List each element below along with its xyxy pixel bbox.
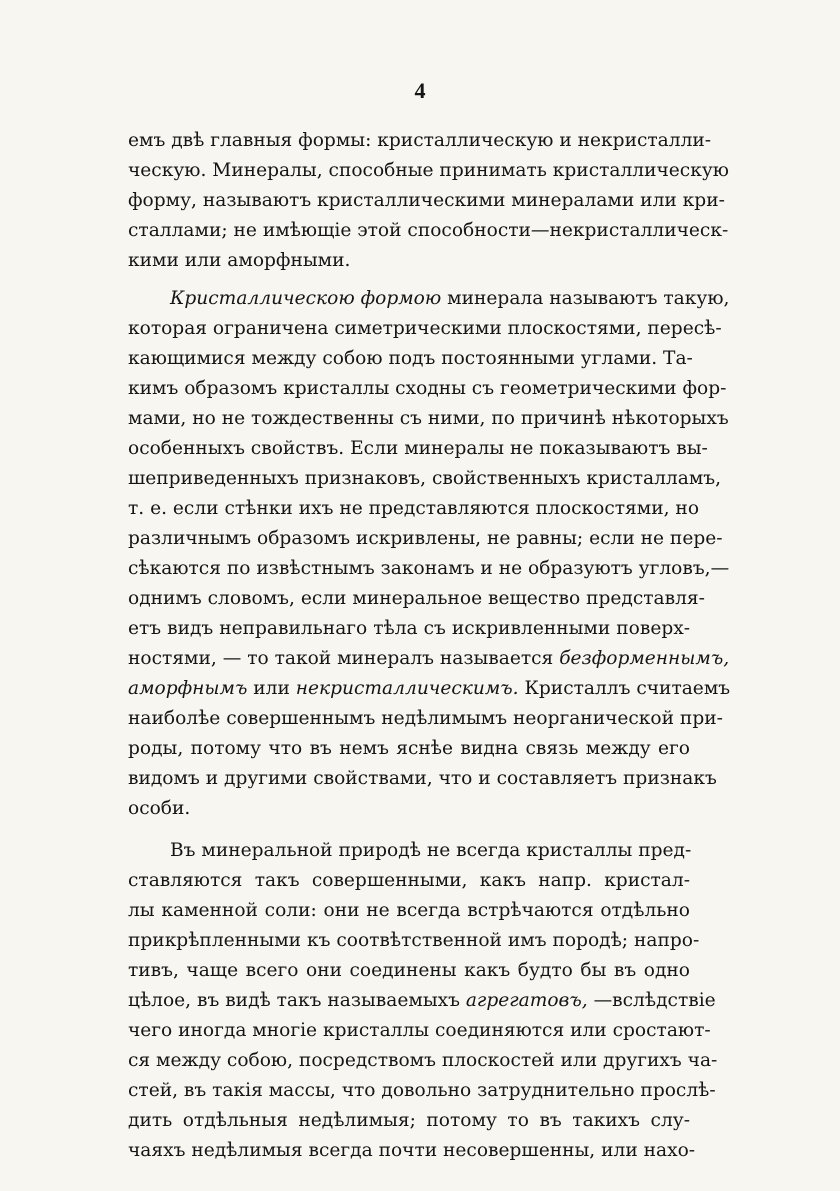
text-line: кимъ образомъ кристаллы сходны съ геометрическими фор-: [128, 378, 727, 399]
text-line: т. е. если стѣнки ихъ не представляются плоскостями, но: [128, 498, 700, 519]
text-line: [128, 284, 730, 314]
page-number: 4: [414, 78, 426, 103]
paragraph-2: [128, 284, 731, 824]
text-line: [128, 986, 716, 1016]
italic-term: Кристаллическою формою: [170, 288, 442, 309]
text-line: однимъ словомъ, если минеральное вещество представля-: [128, 588, 705, 609]
text-line: Въ минеральной природѣ не всегда кристаллы пред-: [170, 840, 692, 861]
text-line: которая ограничена симетрическими плоскостями, пересѣ-: [128, 318, 722, 339]
text-line: тивъ, чаще всего они соединены какъ будто бы въ одно: [128, 960, 690, 981]
text-line: сѣкаются по извѣстнымъ законамъ и не образуютъ угловъ,—: [128, 558, 730, 579]
text-line: [128, 644, 730, 674]
text-line: ческую. Минералы, способные принимать кристаллическую: [128, 160, 729, 181]
text-line: емъ двѣ главныя формы: кристаллическую и некристалли-: [128, 130, 712, 151]
text-line: лы каменной соли: они не всегда встрѣчаются отдѣльно: [128, 900, 690, 921]
text-line: особи.: [128, 798, 191, 819]
text-line: ся между собою, посредствомъ плоскостей или другихъ ча-: [128, 1050, 718, 1071]
text-line: роды, потому что въ немъ яснѣе видна связь между его: [128, 738, 690, 759]
text-line: сталлами; не имѣющіе этой способности—некристаллическ-: [128, 220, 729, 241]
page-text: [128, 126, 731, 1166]
italic-term: агрегатовъ,: [465, 990, 588, 1011]
text-fragment: минерала называютъ такую,: [441, 288, 730, 309]
text-line: особенныхъ свойствъ. Если минералы не показываютъ вы-: [128, 438, 708, 459]
text-line: различнымъ образомъ искривлены, не равны; если не пере-: [128, 528, 723, 549]
text-line: етъ видъ неправильнаго тѣла съ искривленными поверх-: [128, 618, 690, 639]
text-fragment: —вслѣдствіе: [587, 990, 716, 1011]
text-line: чаяхъ недѣлимыя всегда почти несовершенны, или нахо-: [128, 1140, 696, 1161]
text-line: наиболѣе совершеннымъ недѣлимымъ неорганической при-: [128, 708, 723, 729]
text-line: видомъ и другими свойствами, что и составляетъ признакъ: [128, 768, 717, 789]
text-line: стей, въ такія массы, что довольно затруднительно прослѣ-: [128, 1080, 716, 1101]
paragraph-3: [128, 836, 718, 1166]
text-fragment: или: [247, 678, 296, 699]
italic-term: безформеннымъ,: [559, 648, 730, 669]
text-line: форму, называютъ кристаллическими минералами или кри-: [128, 190, 725, 211]
text-fragment: Кристаллъ считаемъ: [518, 678, 731, 699]
text-line: кими или аморфными.: [128, 250, 351, 271]
text-line: прикрѣпленными къ соотвѣтственной имъ породѣ; напро-: [128, 930, 700, 951]
italic-term: аморфнымъ: [128, 678, 248, 699]
paragraph-1: [128, 126, 729, 276]
text-line: чего иногда многіе кристаллы соединяются или сростают-: [128, 1020, 711, 1041]
text-line: [128, 674, 731, 704]
italic-term: некристаллическимъ.: [295, 678, 519, 699]
text-line: кающимися между собою подъ постоянными углами. Та-: [128, 348, 693, 369]
text-fragment: ностями, — то такой минералъ называется: [128, 648, 560, 669]
text-line: мами, но не тождественны съ ними, по причинѣ нѣкоторыхъ: [128, 408, 729, 429]
text-fragment: цѣлое, въ видѣ такъ называемыхъ: [128, 990, 466, 1011]
text-line: дить отдѣльныя недѣлимыя; потому то въ такихъ слу-: [128, 1110, 690, 1131]
text-line: ставляются такъ совершенными, какъ напр. кристал-: [128, 870, 690, 891]
paragraph-gap: [128, 824, 690, 836]
paragraph-gap: [128, 276, 690, 284]
text-line: шеприведенныхъ признаковъ, свойственныхъ кристалламъ,: [128, 468, 722, 489]
